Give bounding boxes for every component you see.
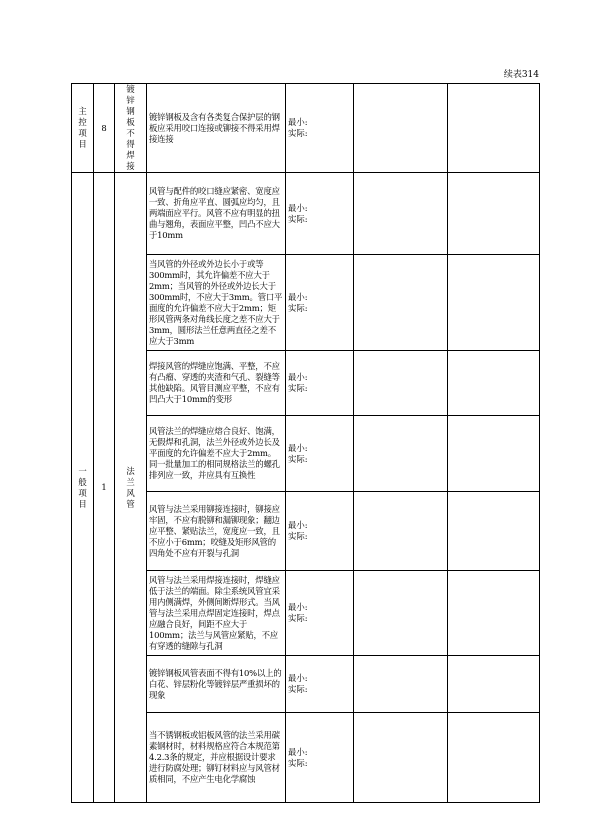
main-blank-cell-2 xyxy=(448,84,540,173)
main-number-cell: 8 xyxy=(94,84,115,173)
requirement-cell: 风管与法兰采用焊接连接时，焊缝应低于法兰的端面。除尘系统风管宜采用内侧满焊，外侧间断焊形式。当风管与法兰采用点焊固定连接时，焊点应融合良好，间距不应大于100mm；法兰与风管应紧贴，不应有穿透的缝隙与孔洞 xyxy=(147,571,286,656)
measure-cell: 最小: 实际: xyxy=(286,713,354,803)
blank-cell xyxy=(448,173,540,255)
requirement-cell: 焊接风管的焊缝应饱满、平整，不应有凸瘤、穿透的夹渣和气孔、裂缝等其他缺陷。风管目测应平整，不应有凹凸大于10mm的变形 xyxy=(147,351,286,416)
main-requirement-cell: 镀锌钢板及含有各类复合保护层的钢板应采用咬口连接或铆接不得采用焊接连接 xyxy=(147,84,286,173)
requirement-cell: 风管与法兰采用铆接连接时，铆接应牢固，不应有脱铆和漏铆现象；翻边应平整、紧贴法兰，宽度应一致，且不应小于6mm；咬缝及矩形风管的四角处不应有开裂与孔洞 xyxy=(147,492,286,571)
continuation-label: 续表314 xyxy=(503,70,539,80)
blank-cell xyxy=(448,713,540,803)
blank-cell xyxy=(354,416,448,492)
blank-cell xyxy=(354,713,448,803)
blank-cell xyxy=(354,173,448,255)
blank-cell xyxy=(354,351,448,416)
main-item-cell: 镀锌钢板不得焊接 xyxy=(115,84,147,173)
general-row xyxy=(72,173,540,255)
measure-cell: 最小: 实际: xyxy=(286,656,354,713)
main-category-cell: 主控项目 xyxy=(72,84,94,173)
requirement-cell: 当不锈钢板或铝板风管的法兰采用碳素钢材时，材料规格应符合本规范第4.2.3条的规定，并应根据设计要求进行防腐处理；铆钉材料应与风管材质相同，不应产生电化学腐蚀 xyxy=(147,713,286,803)
blank-cell xyxy=(448,255,540,351)
blank-cell xyxy=(448,351,540,416)
measure-cell: 最小: 实际: xyxy=(286,416,354,492)
blank-cell xyxy=(354,255,448,351)
blank-cell xyxy=(448,571,540,656)
requirement-cell: 当风管的外径或外边长小于或等300mm时，其允许偏差不应大于2mm；当风管的外径或外边长大于300mm时，不应大于3mm。管口平面度的允许偏差不应大于2mm；矩形风管两条对角线长度之差不应大于3mm，圆形法兰任意两直径之差不应大于3mm xyxy=(147,255,286,351)
main-control-row xyxy=(72,84,540,173)
blank-cell xyxy=(448,416,540,492)
measure-cell: 最小: 实际: xyxy=(286,351,354,416)
requirement-cell: 风管法兰的焊缝应熔合良好、饱满，无假焊和孔洞，法兰外径或外边长及平面度的允许偏差不应大于2mm。同一批量加工的相同规格法兰的螺孔排列应一致，并应具有互换性 xyxy=(147,416,286,492)
blank-cell xyxy=(448,656,540,713)
general-category-cell: 一般项目 xyxy=(72,173,94,803)
requirement-cell: 风管与配件的咬口缝应紧密、宽度应一致、折角应平直、圆弧应均匀，且两端面应平行。风管不应有明显的扭曲与翘角，表面应平整，凹凸不应大于10mm xyxy=(147,173,286,255)
measure-cell: 最小: 实际: xyxy=(286,173,354,255)
measure-cell: 最小: 实际: xyxy=(286,571,354,656)
general-number-cell: 1 xyxy=(94,173,115,803)
measure-cell: 最小: 实际: xyxy=(286,255,354,351)
blank-cell xyxy=(354,571,448,656)
measure-cell: 最小: 实际: xyxy=(286,492,354,571)
inspection-table xyxy=(71,83,540,803)
blank-cell xyxy=(354,492,448,571)
blank-cell xyxy=(448,492,540,571)
blank-cell xyxy=(354,656,448,713)
general-item-cell: 法兰风管 xyxy=(115,173,147,803)
main-blank-cell-1 xyxy=(354,84,448,173)
main-measure-cell: 最小: 实际: xyxy=(286,84,354,173)
requirement-cell: 镀锌钢板风管表面不得有10%以上的白花、锌层粉化等镀锌层严重损坏的现象 xyxy=(147,656,286,713)
